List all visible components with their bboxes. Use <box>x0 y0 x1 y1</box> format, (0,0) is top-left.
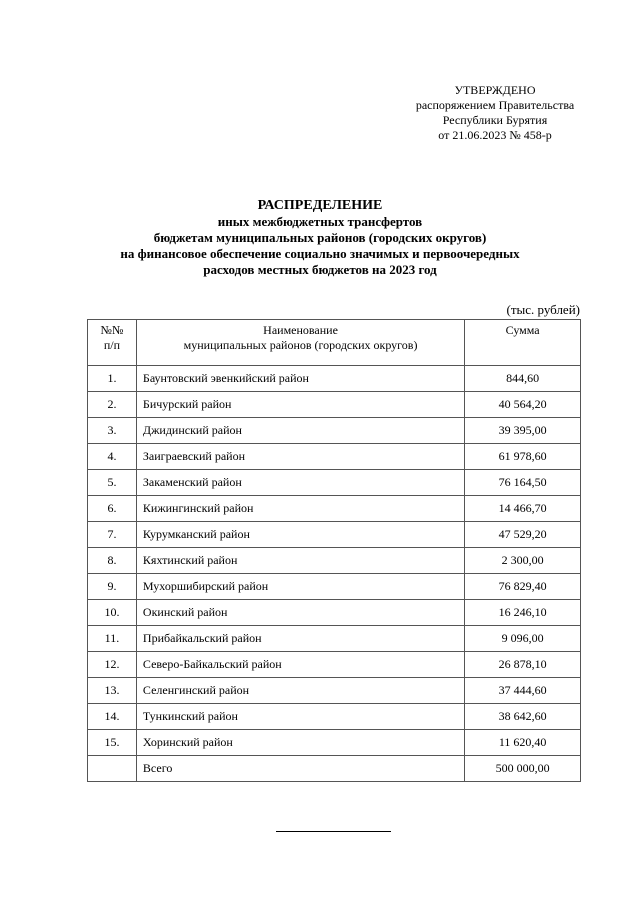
table-body <box>88 366 581 782</box>
row-sum: 38 642,60 <box>465 704 581 730</box>
title-line-2: иных межбюджетных трансфертов <box>217 214 423 229</box>
total-sum: 500 000,00 <box>465 756 581 782</box>
title-line-5: расходов местных бюджетов на 2023 год <box>203 262 437 277</box>
header-number-line2: п/п <box>103 338 121 352</box>
row-number: 10. <box>88 600 137 626</box>
row-sum: 11 620,40 <box>465 730 581 756</box>
row-sum: 844,60 <box>465 366 581 392</box>
row-name: Закаменский район <box>136 470 464 496</box>
table-row <box>88 600 581 626</box>
title-main: РАСПРЕДЕЛЕНИЕ <box>257 198 383 213</box>
approval-date-number: от 21.06.2023 № 458-р <box>438 128 552 142</box>
row-sum: 61 978,60 <box>465 444 581 470</box>
row-name: Селенгинский район <box>136 678 464 704</box>
total-number <box>88 756 137 782</box>
table-row <box>88 704 581 730</box>
row-number: 11. <box>88 626 137 652</box>
row-name: Баунтовский эвенкийский район <box>136 366 464 392</box>
row-sum: 9 096,00 <box>465 626 581 652</box>
header-number <box>88 320 137 366</box>
units-label: (тыс. рублей) <box>506 302 580 317</box>
table-row <box>88 522 581 548</box>
row-name: Окинский район <box>136 600 464 626</box>
row-number: 1. <box>88 366 137 392</box>
row-name: Кяхтинский район <box>136 548 464 574</box>
table-row <box>88 548 581 574</box>
row-name: Северо-Байкальский район <box>136 652 464 678</box>
table-row <box>88 730 581 756</box>
approval-republic: Республики Бурятия <box>442 113 548 127</box>
row-number: 2. <box>88 392 137 418</box>
table-row <box>88 626 581 652</box>
row-number: 7. <box>88 522 137 548</box>
table-row <box>88 574 581 600</box>
row-number: 8. <box>88 548 137 574</box>
table-header-row <box>88 320 581 366</box>
row-sum: 14 466,70 <box>465 496 581 522</box>
table-row <box>88 678 581 704</box>
table-row <box>88 652 581 678</box>
row-name: Заиграевский район <box>136 444 464 470</box>
row-number: 6. <box>88 496 137 522</box>
row-sum: 76 829,40 <box>465 574 581 600</box>
total-row <box>88 756 581 782</box>
row-name: Бичурский район <box>136 392 464 418</box>
row-name: Курумканский район <box>136 522 464 548</box>
row-name: Хоринский район <box>136 730 464 756</box>
row-name: Прибайкальский район <box>136 626 464 652</box>
approval-authority: распоряжением Правительства <box>415 98 575 112</box>
row-name: Тункинский район <box>136 704 464 730</box>
row-number: 3. <box>88 418 137 444</box>
footer-divider <box>276 831 391 832</box>
row-sum: 76 164,50 <box>465 470 581 496</box>
header-name <box>136 320 464 366</box>
row-name: Мухоршибирский район <box>136 574 464 600</box>
table-row <box>88 392 581 418</box>
header-name-line1: Наименование <box>263 323 338 337</box>
header-number-line1: №№ <box>100 323 124 337</box>
row-number: 5. <box>88 470 137 496</box>
header-sum: Сумма <box>465 320 581 366</box>
row-number: 15. <box>88 730 137 756</box>
header-name-line2: муниципальных районов (городских округов) <box>183 338 418 352</box>
table-row <box>88 496 581 522</box>
row-sum: 16 246,10 <box>465 600 581 626</box>
row-sum: 2 300,00 <box>465 548 581 574</box>
row-sum: 47 529,20 <box>465 522 581 548</box>
title-line-3: бюджетам муниципальных районов (городских округов) <box>153 230 487 245</box>
table-row <box>88 470 581 496</box>
row-name: Кижингинский район <box>136 496 464 522</box>
row-number: 9. <box>88 574 137 600</box>
document-title <box>60 198 580 278</box>
row-number: 13. <box>88 678 137 704</box>
row-sum: 37 444,60 <box>465 678 581 704</box>
table-row <box>88 418 581 444</box>
row-name: Джидинский район <box>136 418 464 444</box>
row-number: 12. <box>88 652 137 678</box>
approval-stamp <box>380 83 610 143</box>
row-sum: 26 878,10 <box>465 652 581 678</box>
row-number: 14. <box>88 704 137 730</box>
table-row <box>88 366 581 392</box>
table-row <box>88 444 581 470</box>
row-sum: 40 564,20 <box>465 392 581 418</box>
total-label: Всего <box>136 756 464 782</box>
title-line-4: на финансовое обеспечение социально значимых и первоочередных <box>120 246 520 261</box>
approval-heading: УТВЕРЖДЕНО <box>454 83 536 97</box>
row-sum: 39 395,00 <box>465 418 581 444</box>
row-number: 4. <box>88 444 137 470</box>
distribution-table <box>87 319 581 782</box>
